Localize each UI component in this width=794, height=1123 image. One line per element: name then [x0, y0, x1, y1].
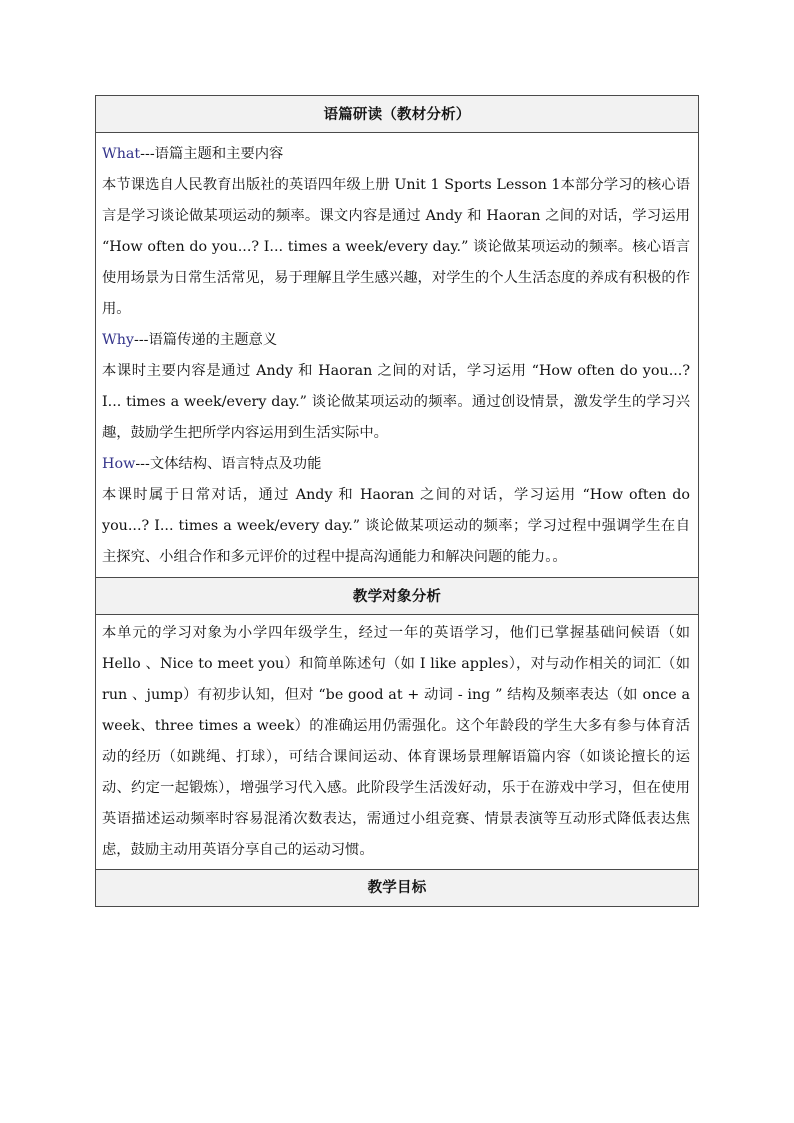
student-analysis-content: [96, 615, 698, 870]
what-body: 本节课选自人民教育出版社的英语四年级上册 Unit 1 Sports Lesson 1本部分学习的核心语言是学习谈论做某项运动的频率。课文内容是通过 Andy 和 Haoran 之间的对话，学习运用 “How often do you...? I... times a week/every day.” 谈论做某项运动的频率。核心语言使用场景为日常生活常见，易于理解且学生感兴趣，对学生的个人生活态度的养成有积极的作用。: [102, 177, 690, 317]
why-heading-text: 语篇传递的主题意义: [148, 332, 278, 348]
how-body: 本课时属于日常对话，通过 Andy 和 Haoran 之间的对话，学习运用 “How often do you...? I... times a week/every day.” 谈论做某项运动的频率；学习过程中强调学生在自主探究、小组合作和多元评价的过程中提高沟通能力和解决问题的能力。。: [102, 487, 690, 565]
why-label: Why: [102, 332, 134, 348]
lesson-plan-table: [95, 95, 699, 907]
what-heading-text: 语篇主题和主要内容: [154, 146, 284, 162]
why-dash: ---: [133, 332, 149, 348]
how-heading: [102, 449, 690, 480]
student-analysis-body: 本单元的学习对象为小学四年级学生，经过一年的英语学习，他们已掌握基础问候语（如 Hello 、Nice to meet you）和简单陈述句（如 I like apples），对与动作相关的词汇（如 run 、jump）有初步认知，但对 “be good at + 动词 - ing ” 结构及频率表达（如 once a week、three times a week）的准确运用仍需强化。这个年龄段的学生大多有参与体育活动的经历（如跳绳、打球），可结合课间运动、体育课场景理解语篇内容（如谈论擅长的运动、约定一起锻炼），增强学习代入感。此阶段学生活泼好动，乐于在游戏中学习，但在使用英语描述运动频率时容易混淆次数表达，需通过小组竞赛、情景表演等互动形式降低表达焦虑，鼓励主动用英语分享自己的运动习惯。: [102, 625, 690, 858]
what-heading: [102, 139, 690, 170]
why-heading: [102, 325, 690, 356]
why-body: 本课时主要内容是通过 Andy 和 Haoran 之间的对话，学习运用 “How often do you...? I... times a week/every day.” 谈论做某项运动的频率。通过创设情景，激发学生的学习兴趣，鼓励学生把所学内容运用到生活实际中。: [102, 363, 690, 441]
how-dash: ---: [135, 456, 150, 472]
how-heading-text: 文体结构、语言特点及功能: [149, 456, 322, 472]
what-label: What: [102, 146, 141, 162]
section-header-text-analysis: 语篇研读（教材分析）: [96, 96, 698, 133]
what-dash: ---: [140, 146, 155, 162]
text-analysis-content: [96, 133, 698, 578]
how-label: How: [102, 456, 136, 472]
section-header-teaching-goals: 教学目标: [96, 870, 698, 906]
section-header-student-analysis: 教学对象分析: [96, 578, 698, 615]
